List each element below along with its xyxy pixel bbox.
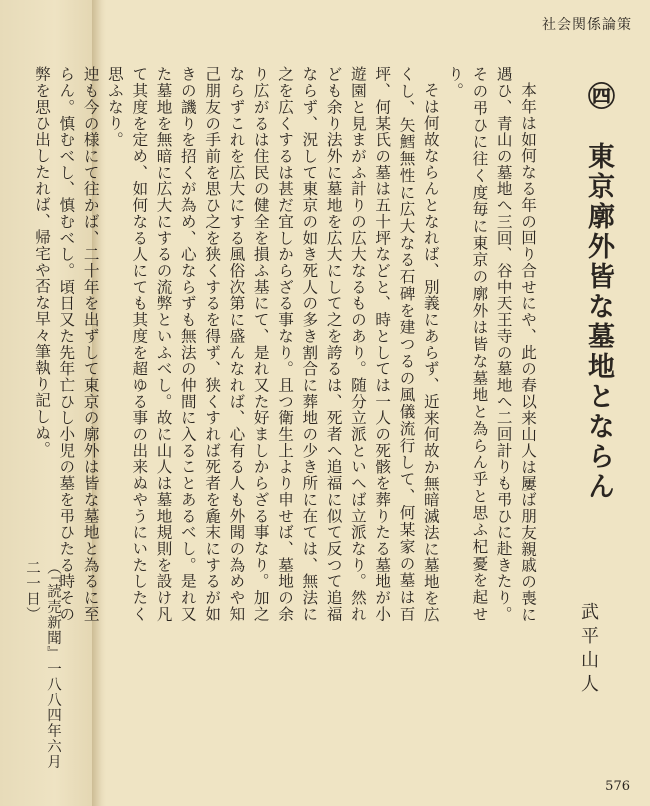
paragraph: そは何故ならんとなれば、別義にあらず、近来何故か無暗滅法に墓地を広くし、矢鱈無性に広大なる石碑を建つるの風儀流行して、何某家の墓は百坪、何某氏の墓は五十坪などと、時としては一人の死骸を葬りたる墓地が小遊園と見まがふ計りの広大なるものあり。随分立派といへば立派なり。然れども余り法外に墓地を広大にして之を誇るは、死者へ追福に似て反つて追福ならず、況して東京の如き死人の多き割合に葬地の少き所に在ては、無法に之を広くするは甚だ宜しからざる事なり。且つ衛生上より申せば、墓地の余り広がるは住民の健全を損ふ基にて、是れ又た好ましからざる事なり。加之ならずこれを広大にする風俗次第に盛んなれば、心有る人も外聞の為めや知己朋友の手前を思ひ之を狭くするを得ず、狭くすれば死者を麁末にするが如きの譏りを招くが為め、心ならずも無法の仲間に入ることあるべし。是れ又た墓地を無暗に広大にするの流弊といふべし。故に山人は墓地規則を設け凡て其度を定め、如何なる人にても其度を超ゆる事の出来ぬやうにいたしたく思ふなり。 [105, 66, 440, 622]
page-number: 576 [605, 779, 630, 794]
running-header: 社会関係論策 [542, 17, 632, 33]
author-name: 武平山人 [578, 602, 599, 698]
source-citation: （『読売新聞』一八八四年六月二一日） [24, 560, 61, 770]
paragraph: 迚も今の様にて往かば、二十年を出ずして東京の廓外は皆な墓地と為るに至らん。慎むべし、慎むべし。頃日又た先年亡ひし小児の墓を弔ひたる時その弊を思ひ出したれば、帰宅や否な早々筆執り記しぬ。 [33, 66, 100, 622]
section-title: ㊃ 東京廓外皆な墓地とならん [583, 82, 614, 502]
article-body [33, 66, 540, 622]
paragraph: 本年は如何なる年の回り合せにや、此の春以来山人は屢ば朋友親戚の喪に遇ひ、青山の墓地へ三回、谷中天王寺の墓地へ二回計りも弔ひに赴きたり。その弔ひに往く度毎に東京の廓外は皆な墓地と為らん乎と思ふ杞憂を起せり。 [446, 66, 537, 622]
